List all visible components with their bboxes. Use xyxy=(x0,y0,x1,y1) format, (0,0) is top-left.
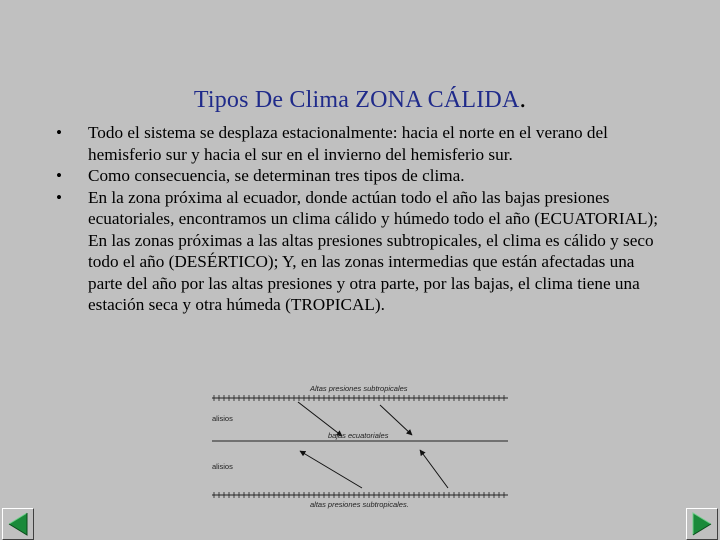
bullet-list xyxy=(56,122,662,316)
equatorial-low-label: bajas ecuatoriales xyxy=(328,431,389,440)
next-slide-button[interactable] xyxy=(686,508,718,540)
triangle-right-icon xyxy=(687,509,717,539)
high-pressure-label-top: Altas presiones subtropicales xyxy=(310,384,408,393)
trade-wind-arrow xyxy=(300,451,362,488)
bullet-item xyxy=(56,122,662,165)
bullet-text: En la zona próxima al ecuador, donde actúan todo el año las bajas presiones ecuatoriales, encontramos un clima cálido y húmedo todo el año (ECUATORIAL); En las zonas próximas a las altas presiones subtropicales, el clima es cálido y seco todo el año (DESÉRTICO); Y, en las zonas intermedias que están afectadas una parte del año por las altas presiones y otra parte, por las bajas, el clima tiene una estación seca y otra húmeda (TROPICAL). xyxy=(88,187,659,314)
trade-winds-label-bottom: alisios xyxy=(212,462,233,471)
pressure-wind-diagram xyxy=(200,380,520,515)
slide-title xyxy=(0,84,720,114)
high-pressure-label-bottom: altas presiones subtropicales. xyxy=(310,500,409,509)
bullet-item xyxy=(56,165,662,187)
previous-slide-button[interactable] xyxy=(2,508,34,540)
bullet-mark: • xyxy=(56,166,63,185)
triangle-left-icon xyxy=(3,509,33,539)
title-text: Tipos De Clima ZONA CÁLIDA xyxy=(193,87,520,113)
bullet-text: Como consecuencia, se determinan tres tipos de clima. xyxy=(88,166,465,185)
trade-wind-arrow xyxy=(420,450,448,488)
title-suffix: . xyxy=(519,84,527,113)
bullet-mark: • xyxy=(56,187,63,207)
bullet-text: Todo el sistema se desplaza estacionalmente: hacia el norte en el verano del hemisferio sur y hacia el sur en el invierno del hemisferio sur. xyxy=(88,123,608,164)
bullet-item xyxy=(56,187,662,316)
trade-winds-label-top: alisios xyxy=(212,414,233,423)
bullet-mark: • xyxy=(56,123,63,142)
